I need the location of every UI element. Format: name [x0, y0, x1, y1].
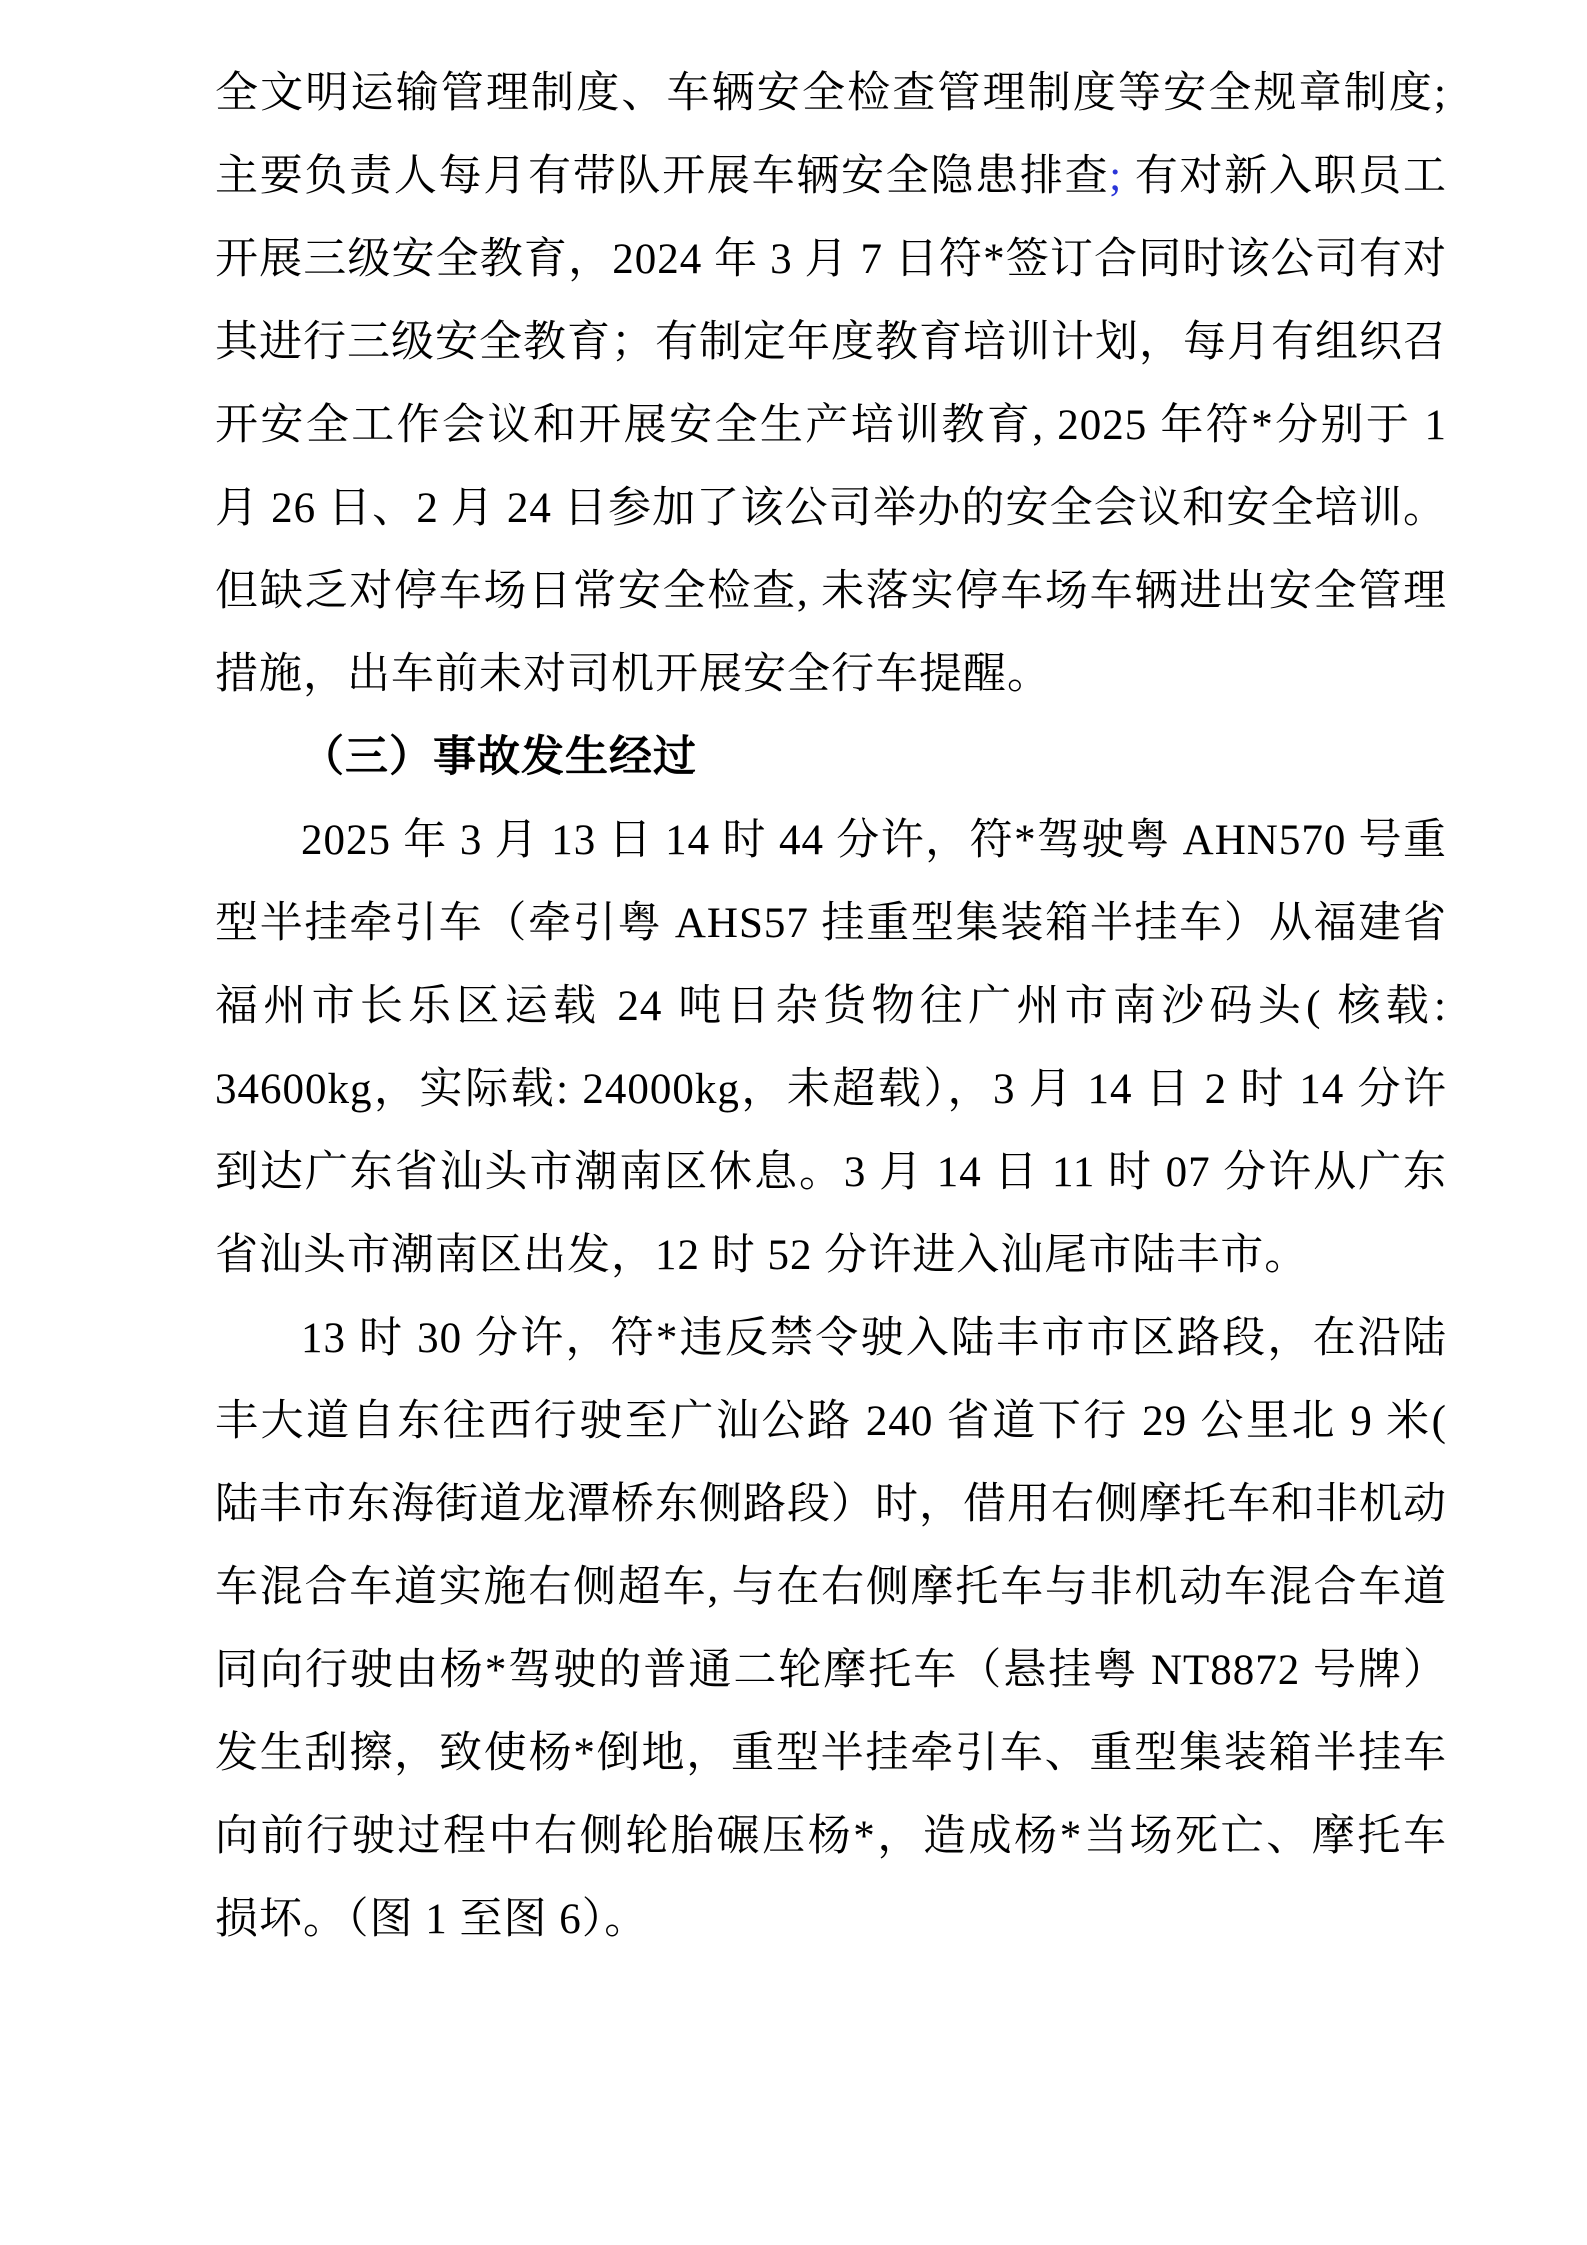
- document-body: [215, 52, 1447, 1961]
- section-heading-accident-course: （三）事故发生经过: [301, 734, 697, 781]
- blue-semicolon-mark: ;: [1109, 153, 1123, 200]
- paragraph-safety-management-text-2: 有对新入职员工开展三级安全教育，2024 年 3 月 7 日符*签订合同时该公司有对其进行三级安全教育；有制定年度教育培训计划，每月有组织召开安全工作会议和开展安全生产培训教育, 2025 年符*分别于 1 月 26 日、2 月 24 日参加了该公司举办的安全会议和安全培训。但缺乏对停车场日常安全检查, 未落实停车场车辆进出安全管理措施，出车前未对司机开展安全行车提醒。: [215, 153, 1448, 698]
- paragraph-journey: 2025 年 3 月 13 日 14 时 44 分许，符*驾驶粤 AHN570 号重型半挂牵引车（牵引粤 AHS57 挂重型集装箱半挂车）从福建省福州市长乐区运载 24 吨日杂货物往广州市南沙码头( 核载: 34600kg，实际载: 24000kg，未超载），3 月 14 日 2 时 14 分许到达广东省汕头市潮南区休息。3 月 14 日 11 时 07 分许从广东省汕头市潮南区出发，12 时 52 分许进入汕尾市陆丰市。: [215, 817, 1447, 1279]
- paragraph-accident-occurrence: 13 时 30 分许，符*违反禁令驶入陆丰市市区路段，在沿陆丰大道自东往西行驶至广汕公路 240 省道下行 29 公里北 9 米( 陆丰市东海街道龙潭桥东侧路段）时，借用右侧摩托车和非机动车混合车道实施右侧超车, 与在右侧摩托车与非机动车混合车道同向行驶由杨*驾驶的普通二轮摩托车（悬挂粤 NT8872 号牌）发生刮擦，致使杨*倒地，重型半挂牵引车、重型集装箱半挂车向前行驶过程中右侧轮胎碾压杨*，造成杨*当场死亡、摩托车损坏。（图 1 至图 6）。: [215, 1315, 1447, 1943]
- paragraph-safety-management: [215, 52, 1447, 716]
- paragraph-safety-management-text-1: 全文明运输管理制度、车辆安全检查管理制度等安全规章制度;主要负责人每月有带队开展车辆安全隐患排查: [215, 70, 1447, 200]
